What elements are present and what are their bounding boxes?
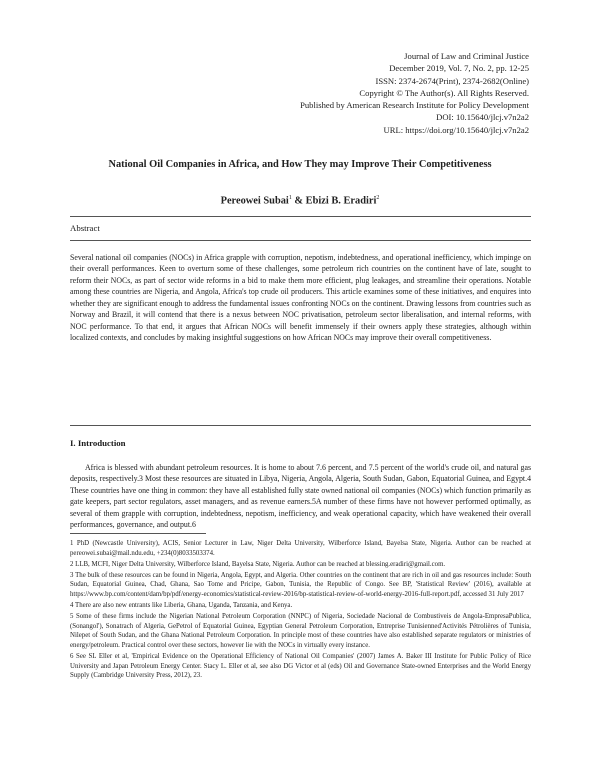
footnote-2: 2 LLB, MCFI, Niger Delta University, Wilberforce Island, Bayelsa State, Nigeria. Author can be reached at blessing.eradiri@gmail.com. <box>70 560 446 568</box>
abstract-heading-rule <box>70 240 531 241</box>
journal-url[interactable]: URL: https://doi.org/10.15640/jlcj.v7n2a2 <box>383 124 529 135</box>
paper-title: National Oil Companies in Africa, and How They may Improve Their Competitiveness <box>108 159 492 170</box>
abstract-bottom-rule <box>70 425 531 426</box>
journal-issue: December 2019, Vol. 7, No. 2, pp. 12-25 <box>389 63 529 74</box>
author-1: Pereowei Subai <box>220 195 289 207</box>
footnote-6: 6 See SL Eller et al, 'Empirical Evidence on the Operational Efficiency of National Oil Companies' (2007) James A. Baker III Institute for Public Policy of Rice University and Japan Petroleum Energy Center. Stacy L. Eller et al, see also DG Victor et al (eds) Oil and Governance State-owned Enterprises and the World Energy Supply (Cambridge University Press, 2012), 23. <box>70 653 531 680</box>
footnote-5: 5 Some of these firms include the Nigerian National Petroleum Corporation (NNPC) of Nigeria, Sociedade Nacional de Combustiveis de Angola-EmpresaPublica, (Sonangol'), Sonatrach of Algeria, GePetrol of Equatorial Guinea, Egyptian General Petroleum Corporation, Entreprise Tunisienned'Activités Pétrolières of Tunisia, Nilepet of South Sudan, and the Ghana National Petroleum Corporation. In principle most of these countries have also established separate regulators or ministries of energy/petroleum. Practical control over these sectors, however lie with the NOCs in virtually every instance. <box>70 613 531 649</box>
journal-issn: ISSN: 2374-2674(Print), 2374-2682(Online) <box>375 75 529 86</box>
author-2-footnote-mark[interactable]: 2 <box>376 195 380 201</box>
journal-name: Journal of Law and Criminal Justice <box>404 51 529 61</box>
footnote-1: 1 PhD (Newcastle University), ACIS, Senior Lecturer in Law, Niger Delta University, Wilberforce Island, Bayelsa State, Nigeria. Author can be reached at pereowei.subai@mail.ndu.edu, +234(0)8033503374. <box>70 540 531 557</box>
footnote-4: 4 There are also new entrants like Liberia, Ghana, Uganda, Tanzania, and Kenya. <box>70 602 293 610</box>
abstract-text: Several national oil companies (NOCs) in Africa grapple with corruption, nepotism, indebtedness, and operational inefficiency, which impinge on their overall performances. Keen to overturn some of these challenges, some petroleum rich countries on the continent have of late, sought to reform their NOCs, as part of sector wide reforms in a bid to make them more efficient, plug leakages, and streamline their operations. Notable among these countries are Nigeria, and Angola, Africa's top crude oil producers. This article examines some of these initiatives, and enquires into whether they are significant enough to address the fundamental issues confronting NOCs on the continent. Drawing lessons from countries such as Norway and Brazil, it will contend that there is a nexus between NOC privatisation, petroleum sector liberalisation, and internal reforms, with NOC performance. To that end, it argues that African NOCs will benefit immensely if their owners apply these strategies, although within localized contexts, and concludes by making insightful suggestions on how African NOCs may improve their overall competitiveness. <box>70 253 531 343</box>
journal-publisher: Published by American Research Institute for Policy Development <box>300 100 529 111</box>
footnote-separator <box>70 533 206 534</box>
author-separator: & <box>291 195 306 207</box>
journal-info <box>300 50 529 136</box>
abstract-heading: Abstract <box>70 223 100 233</box>
footnote-3: 3 The bulk of these resources can be found in Nigeria, Angola, Egypt, and Algeria. Other countries on the continent that are rich in oil and gas resources include: South Sudan, Equatorial Guinea, Chad, Ghana, Sao Tome and Pricipe, Gabon, Tunisia, the Republic of Congo. See BP, 'Statistical Review' (2016), available at https://www.bp.com/content/dam/bp/pdf/energy-economics/statistical-review-2016/bp-statistical-review-of-world-energy-2016-full-report.pdf, accessed 31 July 2017 <box>70 571 531 598</box>
author-line <box>0 195 600 206</box>
journal-doi: DOI: 10.15640/jlcj.v7n2a2 <box>436 112 529 123</box>
footnotes <box>70 539 531 682</box>
journal-copyright: Copyright © The Author(s). All Rights Reserved. <box>359 87 529 98</box>
introduction-paragraph: Africa is blessed with abundant petroleum resources. It is home to about 7.6 percent, and 7.5 percent of the world's crude oil, and natural gas deposits, respectively.3 Most these resources are situated in Libya, Nigeria, Angola, Algeria, South Sudan, Gabon, Equatorial Guinea, and Egypt.4 These countries have one thing in common: they have all established fully state owned national oil companies (NOCs) which function primarily as gate keepers, part sector regulators, asset managers, and as revenue earners.5A number of these firms have not however performed optimally, as several of them grapple with corruption, indebtedness, nepotism, inefficiency, and weak operational capacity, which have weakened their overall performances, governance, and output.6 <box>70 463 531 530</box>
abstract-top-rule <box>70 216 531 217</box>
section-heading-introduction: I. Introduction <box>70 438 126 448</box>
author-2: Ebizi B. Eradiri <box>305 195 377 207</box>
author-1-footnote-mark[interactable]: 1 <box>288 195 292 201</box>
